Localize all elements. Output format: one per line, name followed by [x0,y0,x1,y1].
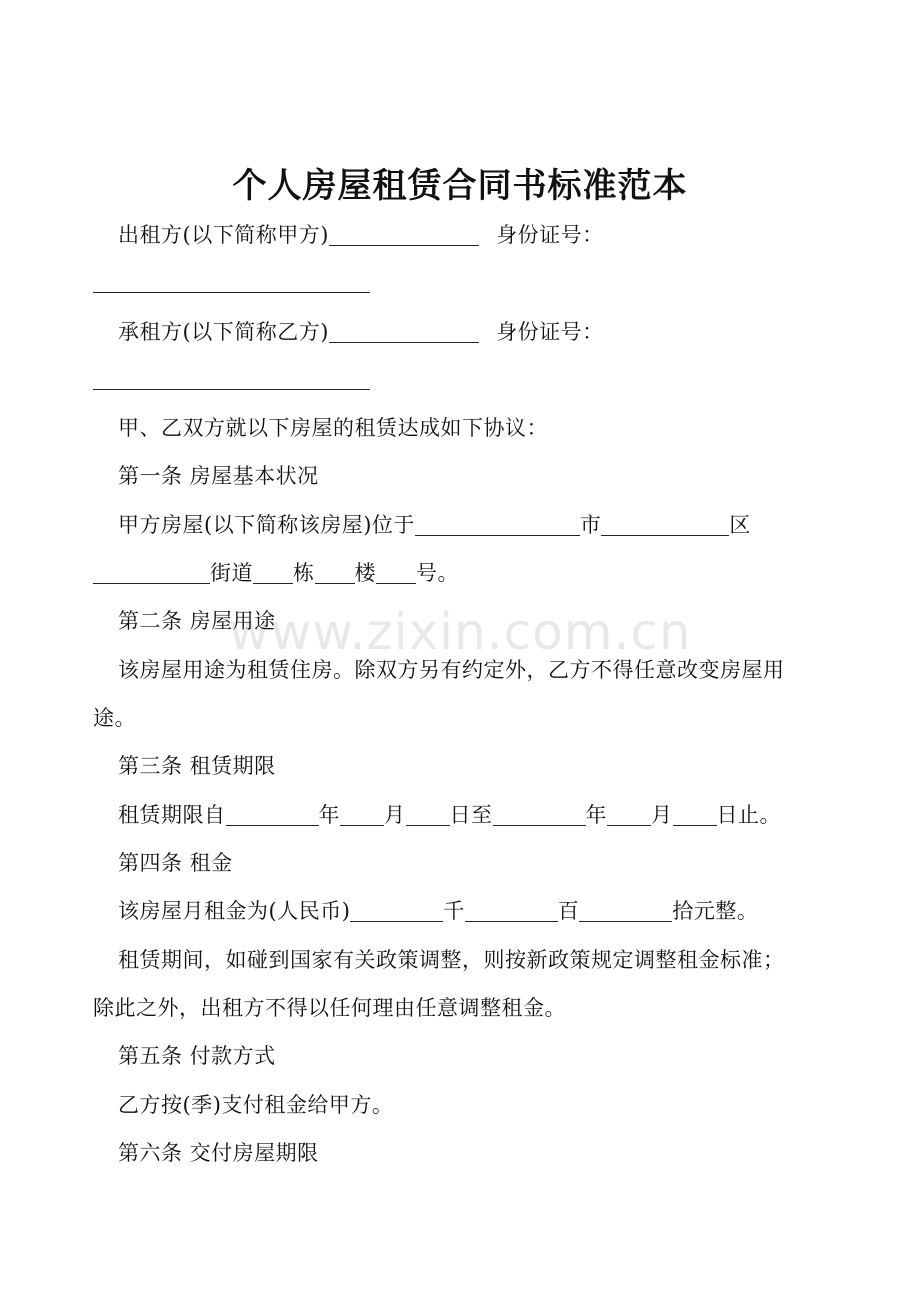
tens-blank [579,901,672,922]
start-month-blank [340,805,384,826]
article-3-period-line [118,800,781,830]
article-2-text-line-1: 该房屋用途为租赁住房。除双方另有约定外，乙方不得任意改变房屋用 [118,658,785,682]
article-2-heading: 第二条 房屋用途 [118,609,276,633]
article-1-heading: 第一条 房屋基本状况 [118,464,319,488]
hundreds-blank [465,901,558,922]
number-blank [376,563,416,584]
start-day-label: 日至 [449,803,493,827]
lessee-name-blank [329,322,479,343]
building-blank [253,563,293,584]
city-label: 市 [579,513,602,537]
article-4-rent-line [118,896,758,926]
tens-label: 拾元整。 [672,899,759,923]
lessor-id-blank [93,292,370,293]
article-5-heading: 第五条 付款方式 [118,1044,276,1068]
start-year-label: 年 [318,803,340,827]
document-title: 个人房屋租赁合同书标准范本 [232,166,688,206]
end-year-label: 年 [585,803,607,827]
lessee-label: 承租方(以下简称乙方) [118,320,329,344]
lessor-line [118,220,604,250]
period-start-label: 租赁期限自 [118,803,226,827]
intro-text: 甲、乙双方就以下房屋的租赁达成如下协议： [118,416,548,440]
article-1-address-line [118,510,751,540]
building-label: 栋 [293,561,315,585]
address-intro: 甲方房屋(以下简称该房屋)位于 [118,513,415,537]
start-day-blank [406,805,450,826]
district-blank [601,515,729,536]
lessee-line [118,317,604,347]
end-month-label: 月 [651,803,673,827]
district-label: 区 [729,513,751,537]
article-2-text-line-2: 途。 [93,706,136,730]
lessee-id-label: 身份证号： [496,320,604,344]
end-day-blank [673,805,717,826]
hundreds-label: 百 [557,899,580,923]
article-6-heading: 第六条 交付房屋期限 [118,1141,319,1165]
lessor-id-label: 身份证号： [496,223,604,247]
start-month-label: 月 [384,803,406,827]
city-blank [415,515,580,536]
article-4-heading: 第四条 租金 [118,851,233,875]
article-1-address-line-2 [93,558,459,588]
lessor-name-blank [329,225,479,246]
watermark: www.zixin.com.cn [228,603,692,661]
end-day-label: 日止。 [716,803,781,827]
lessee-id-blank [93,389,370,390]
end-month-blank [607,805,651,826]
article-4-adjust-line-2: 除此之外，出租方不得以任何理由任意调整租金。 [93,996,566,1020]
thousands-label: 千 [443,899,465,923]
rent-label: 该房屋月租金为(人民币) [118,899,351,923]
floor-label: 楼 [354,561,376,585]
lessor-label: 出租方(以下简称甲方) [118,223,329,247]
start-year-blank [226,805,319,826]
thousands-blank [350,901,443,922]
article-5-text: 乙方按(季)支付租金给甲方。 [118,1093,394,1117]
street-blank [93,563,210,584]
article-4-adjust-line-1: 租赁期间，如碰到国家有关政策调整，则按新政策规定调整租金标准； [118,948,785,972]
end-year-blank [493,805,586,826]
article-3-heading: 第三条 租赁期限 [118,754,276,778]
floor-blank [315,563,355,584]
number-label: 号。 [416,561,459,585]
street-label: 街道 [210,561,253,585]
